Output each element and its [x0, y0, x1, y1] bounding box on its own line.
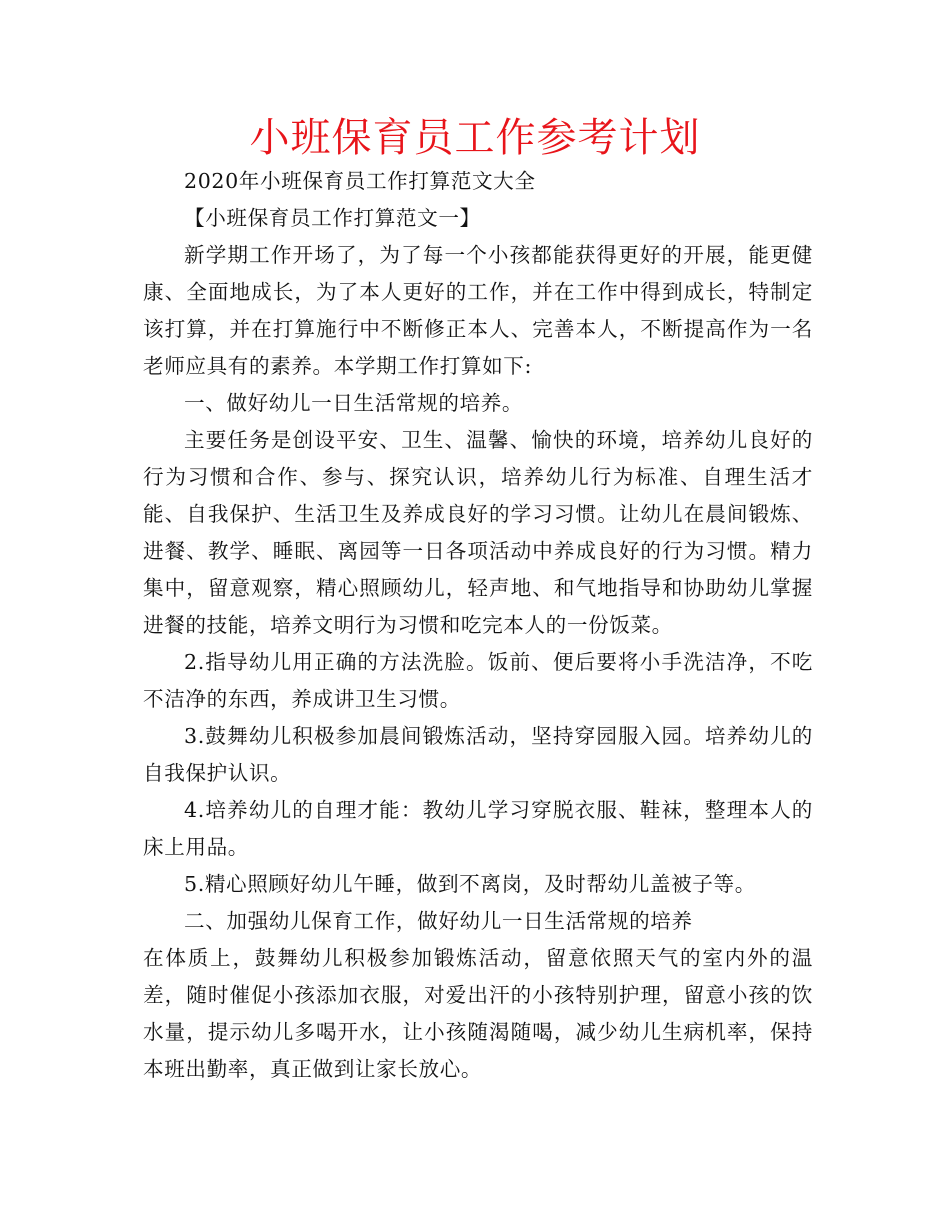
body-paragraph: 在体质上，鼓舞幼儿积极参加锻炼活动，留意依照天气的室内外的温差，随时催促小孩添加衣服，对爱出汗的小孩特别护理，留意小孩的饮水量，提示幼儿多喝开水，让小孩随渴随喝，减少幼儿生病机率，保持本班出勤率，真正做到让家长放心。 — [143, 946, 813, 1081]
document-title: 小班保育员工作参考计划 — [249, 115, 701, 161]
body-paragraph: 3.鼓舞幼儿积极参加晨间锻炼活动，坚持穿园服入园。培养幼儿的自我保护认识。 — [143, 724, 813, 785]
body-paragraph: 二、加强幼儿保育工作，做好幼儿一日生活常规的培养 — [184, 909, 693, 933]
body-paragraph: 主要任务是创设平安、卫生、温馨、愉快的环境，培养幼儿良好的行为习惯和合作、参与、探究认识，培养幼儿行为标准、自理生活才能、自我保护、生活卫生及养成良好的学习习惯。让幼儿在晨间锻炼、进餐、教学、睡眠、离园等一日各项活动中养成良好的行为习惯。精力集中，留意观察，精心照顾幼儿，轻声地、和气地指导和协助幼儿掌握进餐的技能，培养文明行为习惯和吃完本人的一份饭菜。 — [143, 428, 813, 637]
body-paragraph: 一、做好幼儿一日生活常规的培养。 — [184, 391, 524, 415]
section-heading: 【小班保育员工作打算范文一】 — [184, 206, 481, 230]
body-paragraph: 5.精心照顾好幼儿午睡，做到不离岗，及时帮幼儿盖被子等。 — [184, 872, 756, 896]
document-body — [143, 163, 813, 1088]
document-subtitle: 2020年小班保育员工作打算范文大全 — [184, 169, 536, 193]
body-paragraph: 2.指导幼儿用正确的方法洗脸。饭前、便后要将小手洗洁净，不吃不洁净的东西，养成讲卫生习惯。 — [143, 650, 813, 711]
body-paragraph: 新学期工作开场了，为了每一个小孩都能获得更好的开展，能更健康、全面地成长，为了本人更好的工作，并在工作中得到成长，特制定该打算，并在打算施行中不断修正本人、完善本人，不断提高作为一名老师应具有的素养。本学期工作打算如下: — [143, 243, 813, 378]
body-paragraph: 4.培养幼儿的自理才能：教幼儿学习穿脱衣服、鞋袜，整理本人的床上用品。 — [143, 798, 813, 859]
